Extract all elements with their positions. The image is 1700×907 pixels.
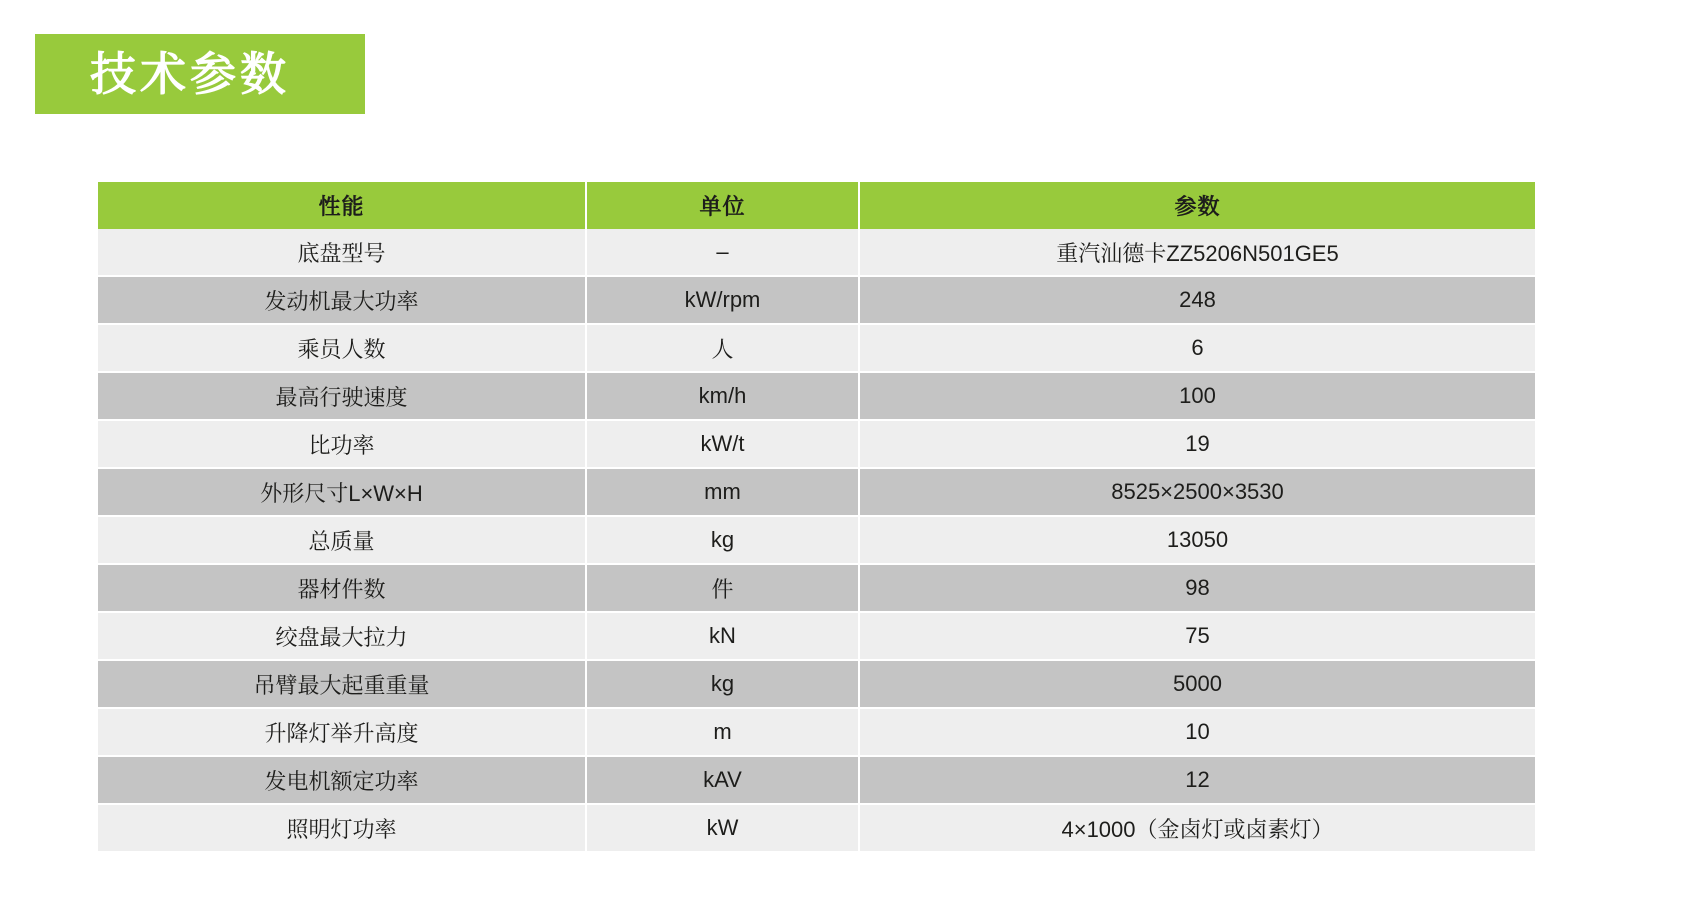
cell-parameter: 100: [859, 372, 1535, 420]
table-row: [98, 804, 1535, 851]
table-row: [98, 468, 1535, 516]
cell-parameter: 98: [859, 564, 1535, 612]
table-header-row: [98, 182, 1535, 229]
cell-performance: 器材件数: [98, 564, 586, 612]
cell-parameter: 13050: [859, 516, 1535, 564]
column-header-parameter: 参数: [859, 182, 1535, 229]
cell-parameter: 5000: [859, 660, 1535, 708]
table-row: [98, 229, 1535, 276]
cell-unit: kAV: [586, 756, 859, 804]
cell-parameter: 12: [859, 756, 1535, 804]
table-header: [98, 182, 1535, 229]
cell-performance: 发动机最大功率: [98, 276, 586, 324]
cell-unit: m: [586, 708, 859, 756]
cell-unit: 件: [586, 564, 859, 612]
cell-unit: kN: [586, 612, 859, 660]
column-header-unit: 单位: [586, 182, 859, 229]
cell-parameter: 19: [859, 420, 1535, 468]
cell-performance: 升降灯举升高度: [98, 708, 586, 756]
cell-unit: kg: [586, 660, 859, 708]
table-body: [98, 229, 1535, 851]
cell-parameter: 4×1000（金卤灯或卤素灯）: [859, 804, 1535, 851]
cell-performance: 发电机额定功率: [98, 756, 586, 804]
cell-performance: 最高行驶速度: [98, 372, 586, 420]
cell-performance: 外形尺寸L×W×H: [98, 468, 586, 516]
cell-performance: 乘员人数: [98, 324, 586, 372]
table-row: [98, 660, 1535, 708]
cell-parameter: 248: [859, 276, 1535, 324]
table-row: [98, 420, 1535, 468]
page-title: 技术参数: [90, 48, 290, 100]
cell-unit: kW: [586, 804, 859, 851]
cell-parameter: 10: [859, 708, 1535, 756]
cell-unit: kW/t: [586, 420, 859, 468]
page-title-banner: [35, 34, 365, 114]
cell-unit: km/h: [586, 372, 859, 420]
table-row: [98, 324, 1535, 372]
table-row: [98, 708, 1535, 756]
table-row: [98, 276, 1535, 324]
cell-unit: kW/rpm: [586, 276, 859, 324]
cell-performance: 吊臂最大起重重量: [98, 660, 586, 708]
cell-unit: kg: [586, 516, 859, 564]
cell-performance: 绞盘最大拉力: [98, 612, 586, 660]
column-header-performance: 性能: [98, 182, 586, 229]
table-row: [98, 516, 1535, 564]
table-row: [98, 756, 1535, 804]
cell-unit: mm: [586, 468, 859, 516]
cell-unit: –: [586, 229, 859, 276]
table-row: [98, 372, 1535, 420]
table-row: [98, 612, 1535, 660]
cell-parameter: 8525×2500×3530: [859, 468, 1535, 516]
table-row: [98, 564, 1535, 612]
cell-parameter: 75: [859, 612, 1535, 660]
cell-performance: 总质量: [98, 516, 586, 564]
cell-performance: 底盘型号: [98, 229, 586, 276]
cell-parameter: 重汽汕德卡ZZ5206N501GE5: [859, 229, 1535, 276]
cell-performance: 比功率: [98, 420, 586, 468]
cell-parameter: 6: [859, 324, 1535, 372]
technical-specifications-table: [98, 182, 1535, 851]
cell-unit: 人: [586, 324, 859, 372]
cell-performance: 照明灯功率: [98, 804, 586, 851]
